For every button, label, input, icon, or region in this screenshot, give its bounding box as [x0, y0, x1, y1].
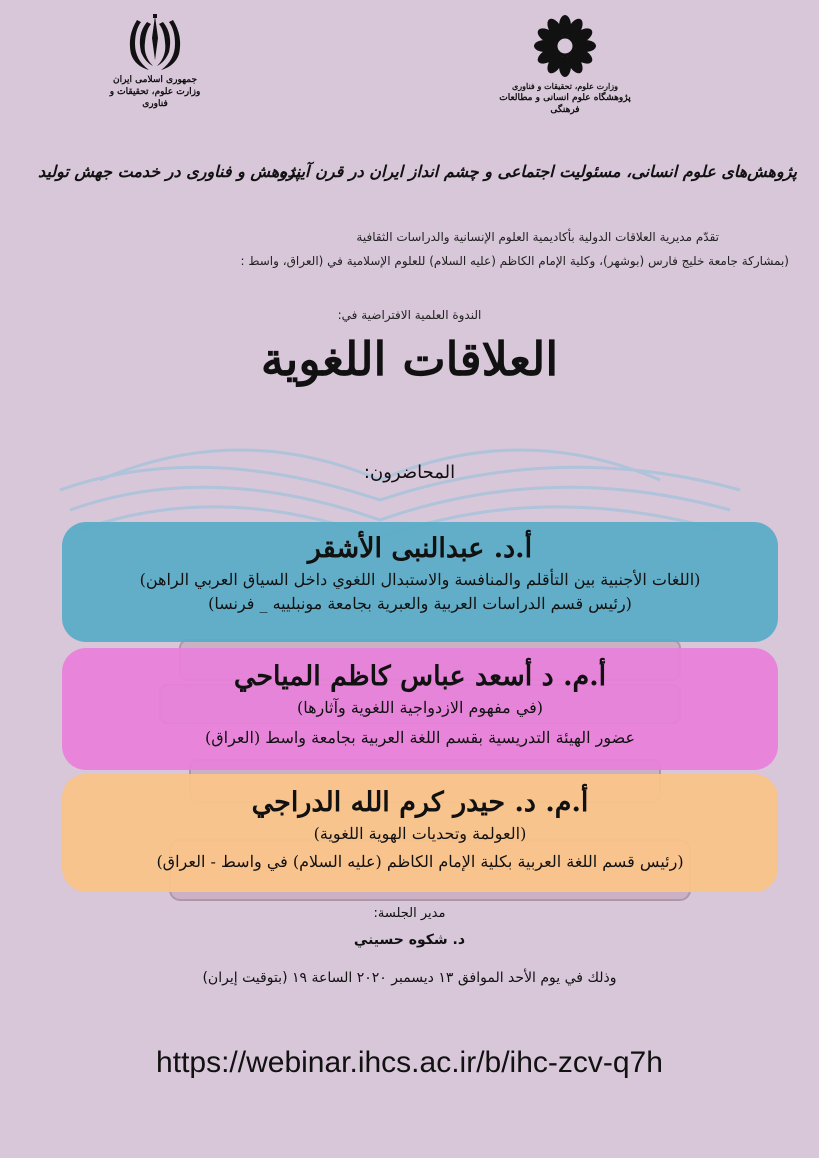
speaker-topic: (في مفهوم الازدواجية اللغوية وآثارها)	[296, 698, 544, 717]
iran-emblem-icon	[123, 12, 187, 74]
slogan-left: پژوهش و فناوری در خدمت جهش تولید	[38, 162, 301, 181]
seminar-label: الندوة العلمية الافتراضية في:	[337, 308, 482, 322]
speaker-topic: (العولمة وتحديات الهوية اللغوية)	[313, 824, 527, 843]
ihcs-logo-icon	[530, 12, 600, 80]
right-logo-line2: پژوهشگاه علوم انسانی و مطالعات فرهنگی	[499, 93, 631, 115]
left-logo-line2: وزارت علوم، تحقیقات و فناوری	[109, 87, 201, 109]
iran-ministry-logo	[100, 12, 210, 110]
seminar-title: العلاقات اللغوية	[260, 332, 559, 386]
chair-label: مدير الجلسة:	[373, 906, 446, 921]
right-logo-line1: وزارت علوم، تحقیقات و فناوری	[512, 81, 618, 91]
speaker-affiliation: عضور الهيئة التدريسية بقسم اللغة العربية بجامعة واسط (العراق)	[204, 728, 636, 747]
speakers-label: المحاضرون:	[363, 462, 456, 483]
speaker-name: أ.م. د أسعد عباس كاظم المياحي	[233, 661, 607, 692]
date-line: وذلك في يوم الأحد الموافق ١٣ ديسمبر ٢٠٢٠ الساعة ١٩ (بتوقيت إيران)	[202, 970, 617, 986]
speaker-topic: (اللغات الأجنبية بين التأقلم والمنافسة والاستبدال اللغوي داخل السياق العربي الراهن)	[139, 570, 701, 589]
speaker-name: أ.م. د. حيدر كرم الله الدراجي	[251, 787, 589, 818]
speaker-card-3	[62, 774, 778, 892]
intro-line-1: تقدّم مديرية العلاقات الدولية بأكاديمية العلوم الإنسانية والدراسات الثقافية	[356, 230, 719, 244]
speaker-card-2	[62, 648, 778, 770]
speaker-affiliation: (رئيس قسم اللغة العربية بكلية الإمام الكاظم (عليه السلام) في واسط - العراق)	[156, 852, 684, 871]
speaker-card-1	[62, 522, 778, 642]
webinar-link[interactable]: https://webinar.ihcs.ac.ir/b/ihc-zcv-q7h	[156, 1046, 663, 1079]
speaker-affiliation: (رئيس قسم الدراسات العربية والعبرية بجامعة مونبلييه _ فرنسا)	[208, 594, 632, 613]
ihcs-logo	[490, 12, 640, 116]
speaker-name: أ.د. عبدالنبی الأشقر	[307, 533, 533, 564]
intro-line-2: (بمشاركة جامعة خليج فارس (بوشهر)، وكلية الإمام الكاظم (عليه السلام) للعلوم الإسلامية في (العراق، واسط :	[240, 254, 789, 268]
chair-name: د. شكوه حسيني	[353, 932, 466, 948]
left-logo-line1: جمهوری اسلامی ایران	[112, 75, 198, 85]
slogan-right: پژوهش‌های علوم انسانی، مسئولیت اجتماعی و چشم انداز ایران در قرن آینده	[278, 162, 797, 181]
